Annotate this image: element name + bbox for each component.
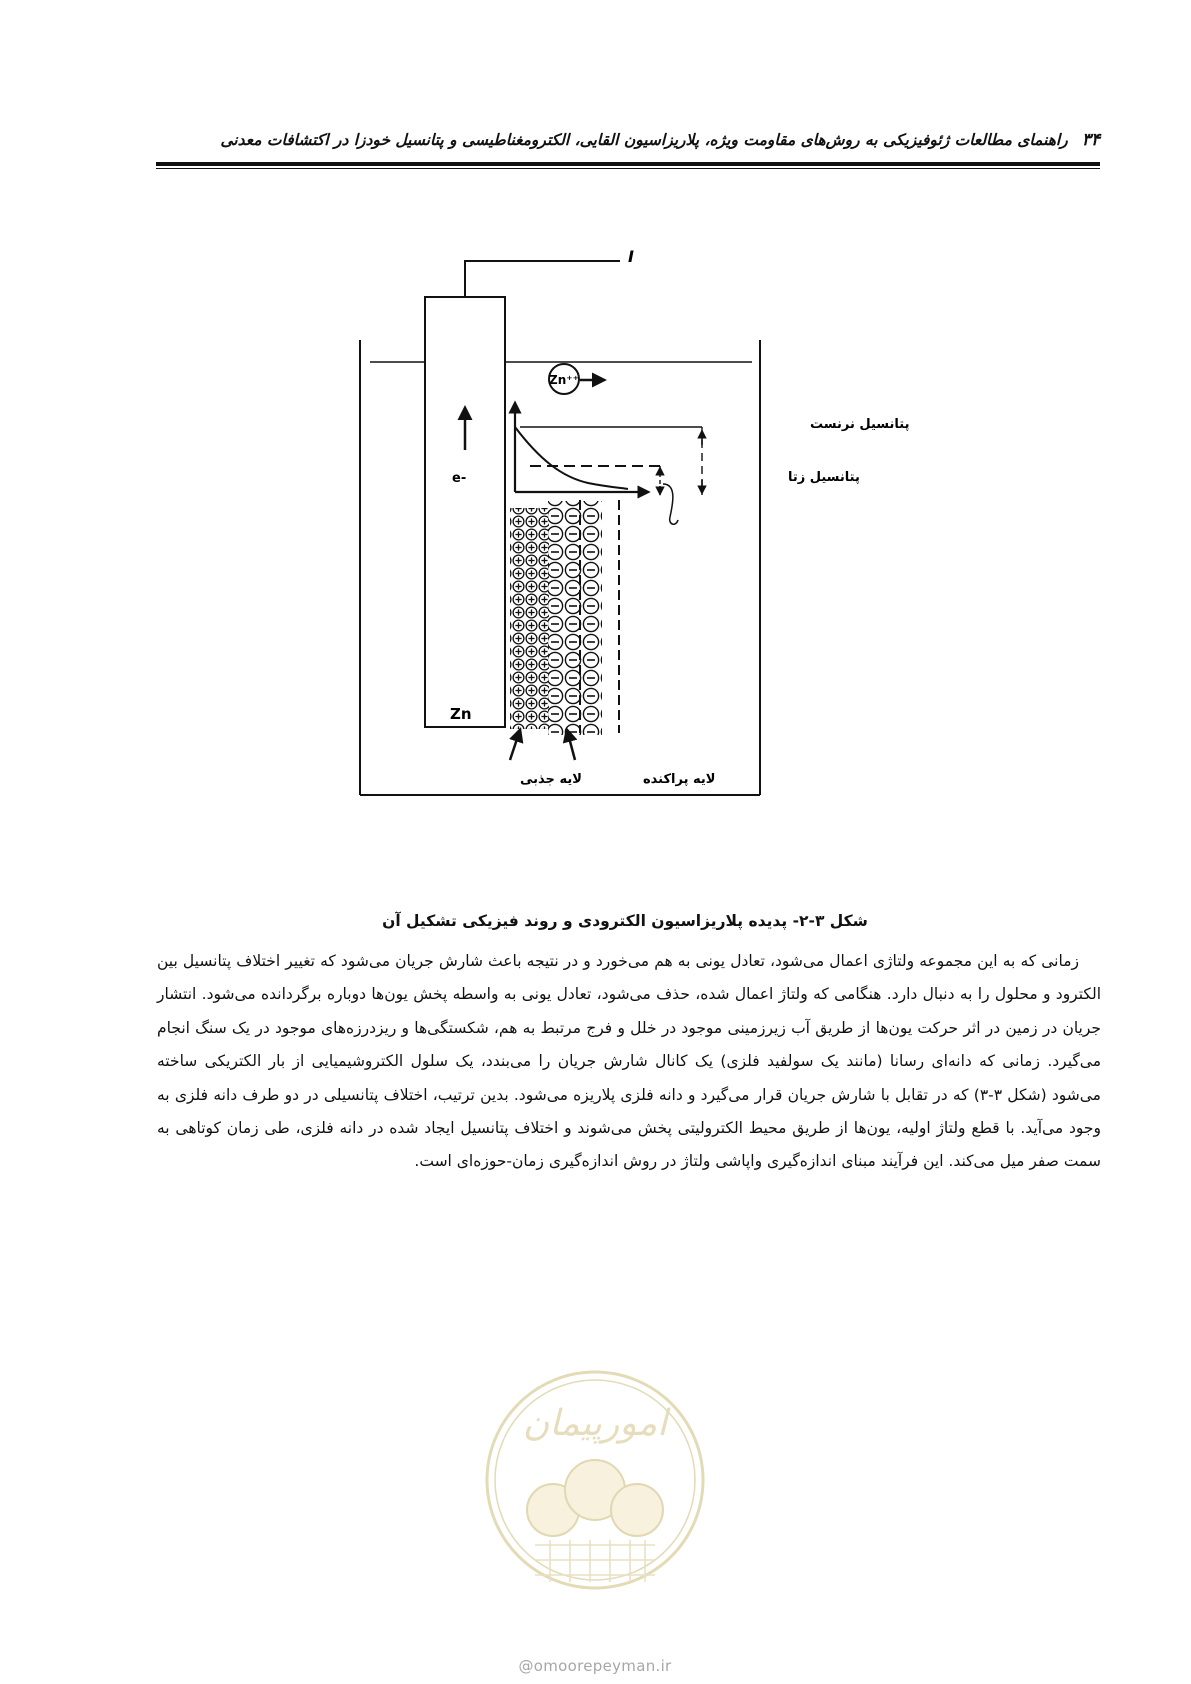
wire-label: I (628, 247, 634, 266)
absorbed-layer-positive-ions (510, 508, 549, 729)
nernst-potential-label: پتانسیل نرنست (810, 417, 910, 432)
diffuse-layer-label: لایه پراکنده (643, 772, 716, 787)
figure-caption: شکل ۳-۲- پدیده پلاریزاسیون الکترودی و روند فیزیکی تشکیل آن (382, 912, 868, 930)
zinc-electrode (425, 297, 505, 727)
electrode-label: Zn (450, 705, 472, 723)
absorbed-layer-label: لایه جذبی (520, 772, 582, 787)
paragraph: زمانی که به این مجموعه ولتاژی اعمال می‌شود، تعادل یونی به هم می‌خورد و در نتیجه باعث شارش جریان می‌شود که تغییر اختلاف پتانسیل بین الکترود و محلول را به دنبال دارد. هنگامی که ولتاژ اعمال شده، حذف می‌شود، تعادل یونی به واسطه پخش یون‌ها دوباره برگردانده می‌شود. انتشار جریان در زمین در اثر حرکت یون‌ها از طریق آب زیرزمینی موجود در خلل و فرج مرتبط به هم، شکستگی‌ها و ریزدرزه‌های موجود در یک سنگ انجام می‌گیرد. زمانی که دانه‌ای رسانا (مانند یک سولفید فلزی) یک کانال شارش جریان را می‌بندد، یک سلول الکتروشیمیایی از بار الکتریکی ساخته می‌شود (شکل ۳-۳) که در تقابل با شارش جریان قرار می‌گیرد و دانه فلزی پلاریزه می‌شود. بدین ترتیب، اختلاف پتانسیلی در دو طرف دانه فلزی به وجود می‌آید. با قطع ولتاژ اولیه، یون‌ها از طریق محیط الکترولیتی پخش می‌شوند و اختلاف پتانسیل ایجاد شده در دانه فلزی، طی زمان کوتاهی به سمت صفر میل می‌کند. این فرآیند مبنای اندازه‌گیری واپاشی ولتاژ در روش اندازه‌گیری زمان-حوزه‌ای است. (157, 952, 1101, 1171)
electron-label: e- (452, 471, 467, 486)
wire-lead (465, 261, 620, 297)
potential-graph (515, 403, 702, 524)
watermark-url: @omoorepeyman.ir (518, 1657, 672, 1675)
diffuse-layer-negative-ions (548, 501, 602, 735)
polarization-figure (330, 247, 910, 855)
body-text (157, 945, 1101, 1179)
watermark-logo (475, 1360, 715, 1650)
zeta-potential-label: پتانسیل زتا (788, 470, 860, 485)
header-rule-thick (156, 162, 1100, 166)
header-rule-thin (156, 168, 1100, 169)
ion-label: Zn⁺⁺ (549, 373, 579, 387)
running-header (160, 125, 1100, 155)
page-number: ۳۴ (1081, 130, 1100, 150)
absorbed-layer-arrow (510, 730, 520, 760)
watermark-logo-text: امورپیمان (522, 1403, 668, 1444)
running-title: راهنمای مطالعات ژئوفیزیکی به روش‌های مقاومت ویژه، پلاریزاسیون القایی، الکترومغناطیسی و پتانسیل خودزا در اکتشافات معدنی (220, 131, 1068, 149)
